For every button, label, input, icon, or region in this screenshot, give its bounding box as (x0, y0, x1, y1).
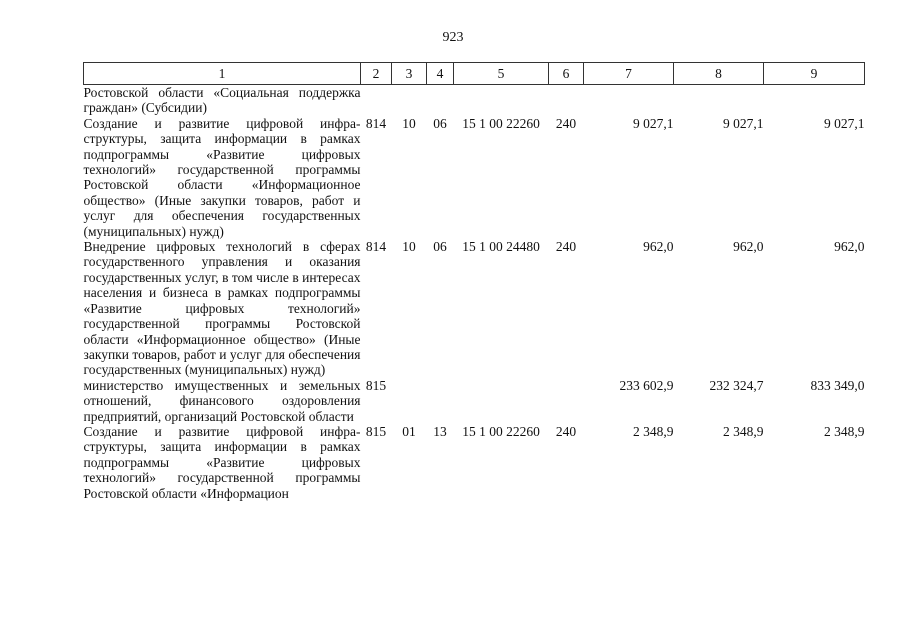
row-year1-amount: 962,0 (643, 239, 674, 255)
table-row (84, 378, 865, 424)
page-number: 923 (442, 30, 464, 45)
row-admin-code (361, 85, 392, 116)
row-year3-amount: 962,0 (834, 239, 865, 255)
row-year3-amount: 9 027,1 (824, 115, 865, 131)
col-header-target: 5 (454, 63, 549, 85)
row-description: Создание и развитие цифровой инфраструктуры, защита информации в рамках подпрограммы «Развитие цифровых технологий» государственной программы Ростовской области «Информацион (83, 423, 361, 501)
row-subsection-code (427, 378, 454, 424)
row-year2-amount: 9 027,1 (723, 115, 764, 131)
row-admin-code: 814 (365, 115, 387, 131)
header-row (84, 63, 865, 85)
col-header-section: 3 (392, 63, 427, 85)
col-header-year1: 7 (584, 63, 674, 85)
row-target-code: 15 1 00 24480 (462, 239, 540, 255)
table-row (84, 239, 865, 378)
row-year2-amount: 2 348,9 (723, 423, 764, 439)
col-header-year3: 9 (764, 63, 865, 85)
row-admin-code: 815 (365, 423, 387, 439)
row-year1-amount: 2 348,9 (633, 423, 674, 439)
row-target-code (454, 378, 549, 424)
row-subsection-code: 13 (433, 423, 447, 439)
row-subsection-code: 06 (433, 115, 447, 131)
row-year1-amount: 9 027,1 (633, 115, 674, 131)
table-row (84, 116, 865, 239)
row-description: министерство имущественных и земельных отношений, финансового оздоровления предприятий, организаций Ростовской области (83, 377, 361, 424)
row-year2-amount: 962,0 (733, 239, 764, 255)
table-header (84, 63, 865, 85)
table-body (84, 85, 865, 507)
row-year2-amount: 232 324,7 (709, 377, 764, 393)
row-subsection-code: 06 (433, 239, 447, 255)
row-subsection-code (427, 85, 454, 116)
row-description: Ростовской области «Социальная поддержка граждан» (Субсидии) (83, 85, 361, 116)
col-header-expense-type: 6 (549, 63, 584, 85)
row-section-code (392, 378, 427, 424)
row-year3-amount (764, 85, 865, 116)
row-year1-amount: 233 602,9 (619, 377, 674, 393)
row-expense-type (549, 85, 584, 116)
col-header-year2: 8 (674, 63, 764, 85)
table-row (84, 85, 865, 116)
budget-table (83, 62, 865, 507)
row-year3-amount: 2 348,9 (824, 423, 865, 439)
row-expense-type: 240 (555, 239, 577, 255)
row-target-code: 15 1 00 22260 (462, 423, 540, 439)
row-target-code (454, 85, 549, 116)
row-expense-type (549, 378, 584, 424)
row-year2-amount (674, 85, 764, 116)
row-expense-type: 240 (555, 423, 577, 439)
row-admin-code: 814 (365, 239, 387, 255)
row-section-code: 01 (402, 423, 416, 439)
row-expense-type: 240 (555, 115, 577, 131)
col-header-admin: 2 (361, 63, 392, 85)
row-section-code (392, 85, 427, 116)
table-row (84, 424, 865, 507)
row-section-code: 10 (402, 239, 416, 255)
col-header-subsection: 4 (427, 63, 454, 85)
row-description: Внедрение цифровых технологий в сферах государственного управления и оказания государственных услуг, в том числе в интересах населения и бизнеса в рамках подпрограммы «Развитие цифровых технологий» государственной программы Ростовской области «Информационное общество» (Иные закупки товаров, работ и услуг для обеспечения государственных (муниципальных) нужд) (83, 239, 361, 378)
row-year1-amount (584, 85, 674, 116)
row-description: Создание и развитие цифровой инфраструктуры, защита информации в рамках подпрограммы «Развитие цифровых технологий» государственной программы Ростовской области «Информационное общество» (Иные закупки товаров, работ и услуг для обеспечения государственных (муниципальных) нужд) (83, 115, 361, 239)
row-admin-code: 815 (365, 377, 387, 393)
row-year3-amount: 833 349,0 (810, 377, 865, 393)
col-header-description: 1 (84, 63, 361, 85)
row-target-code: 15 1 00 22260 (462, 115, 540, 131)
row-section-code: 10 (402, 115, 416, 131)
